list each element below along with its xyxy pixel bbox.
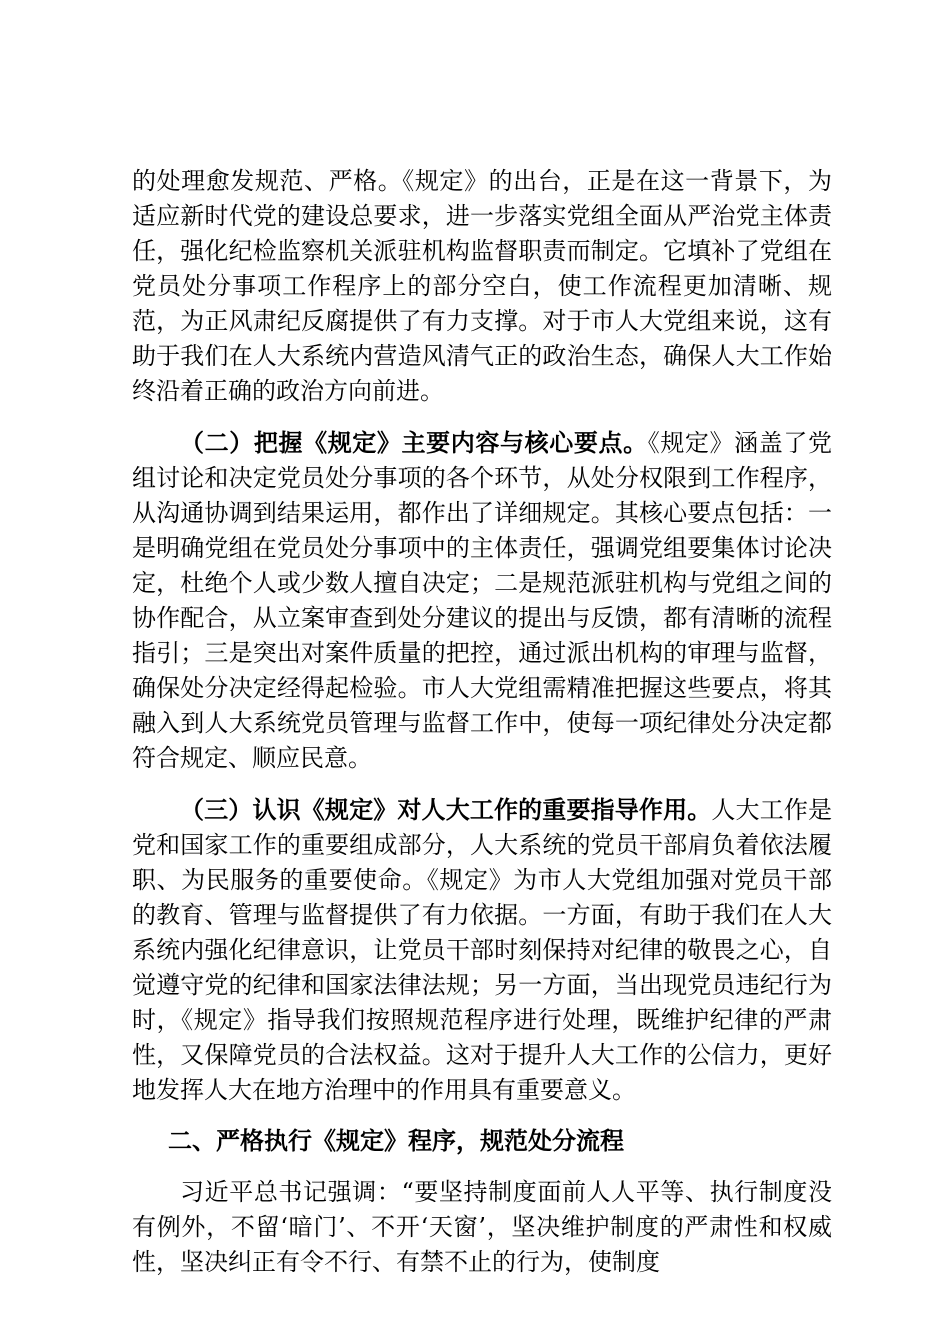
paragraph-quote: 习近平总书记强调：“要坚持制度面前人人平等、执行制度没有例外，不留‘暗门’、不开‘天窗’，坚决维护制度的严肃性和权威性，坚决纠正有令不行、有禁不止的行为，使制度	[132, 1178, 832, 1276]
section-body-2: 《规定》涵盖了党组讨论和决定党员处分事项的各个环节，从处分权限到工作程序，从沟通协调到结果运用，都作出了详细规定。其核心要点包括：一是明确党组在党员处分事项中的主体责任，强调党组要集体讨论决定，杜绝个人或少数人擅自决定；二是规范派驻机构与党组之间的协作配合，从立案审查到处分建议的提出与反馈，都有清晰的流程指引；三是突出对案件质量的把控，通过派出机构的审理与监督，确保处分决定经得起检验。市人大党组需精准把握这些要点，将其融入到人大系统党员管理与监督工作中，使每一项纪律处分决定都符合规定、顺应民意。	[132, 429, 833, 772]
section-lead-3: （三）认识《规定》对人大工作的重要指导作用。	[180, 795, 712, 824]
paragraph-guidance	[132, 792, 832, 1108]
section-body-3: 人大工作是党和国家工作的重要组成部分，人大系统的党员干部肩负着依法履职、为民服务的重要使命。《规定》为市人大党组加强对党员干部的教育、管理与监督提供了有力依据。一方面，有助于我们在人大系统内强化纪律意识，让党员干部时刻保持对纪律的敬畏之心，自觉遵守党的纪律和国家法律法规；另一方面，当出现党员违纪行为时，《规定》指导我们按照规范程序进行处理，既维护纪律的严肃性，又保障党员的合法权益。这对于提升人大工作的公信力，更好地发挥人大在地方治理中的作用具有重要意义。	[132, 796, 833, 1104]
paragraph-main-content	[132, 425, 832, 776]
paragraph-background: 的处理愈发规范、严格。《规定》的出台，正是在这一背景下，为适应新时代党的建设总要求，进一步落实党组全面从严治党主体责任，强化纪检监察机关派驻机构监督职责而制定。它填补了党组在党员处分事项工作程序上的部分空白，使工作流程更加清晰、规范，为正风肃纪反腐提供了有力支撑。对于市人大党组来说，这有助于我们在人大系统内营造风清气正的政治生态，确保人大工作始终沿着正确的政治方向前进。	[132, 167, 832, 405]
section-heading-2: 二、严格执行《规定》程序，规范处分流程	[168, 1127, 624, 1155]
section-lead-2: （二）把握《规定》主要内容与核心要点。	[180, 428, 648, 457]
document-page	[132, 164, 832, 1280]
